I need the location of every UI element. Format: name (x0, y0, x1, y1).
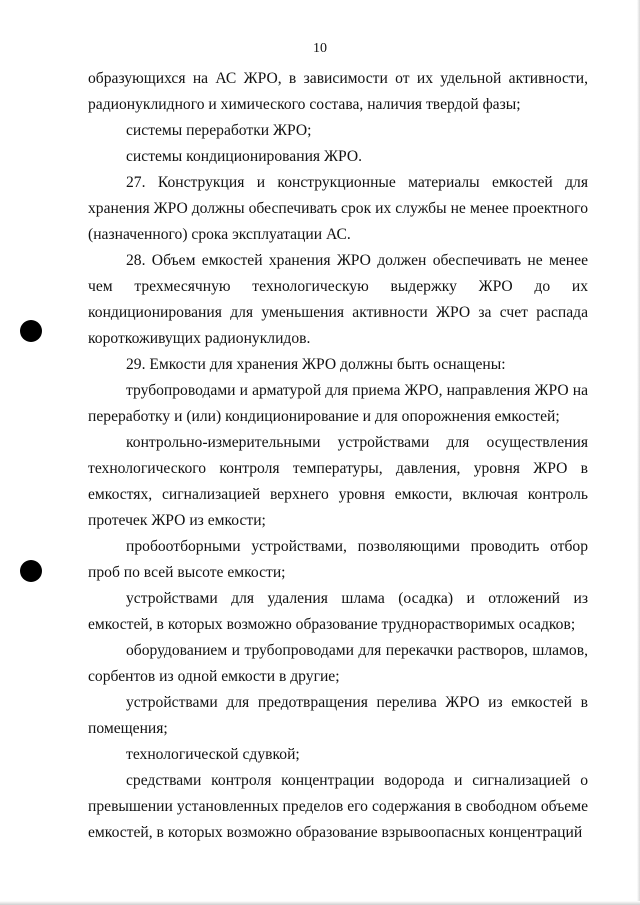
paragraph: 27. Конструкция и конструкционные материалы емкостей для хранения ЖРО должны обеспечивать срок их службы не менее проектного (назначенного) срока эксплуатации АС. (88, 174, 588, 243)
page-number: 10 (313, 41, 327, 56)
list-item: трубопроводами и арматурой для приема ЖРО, направления ЖРО на переработку и (или) кондиционирование и для опорожнения емкостей; (88, 382, 588, 425)
list-item: средствами контроля концентрации водорода и сигнализацией о превышении установленных пределов его содержания в свободном объеме емкостей, в которых возможно образование взрывоопасных концентраций (88, 772, 588, 841)
list-item: оборудованием и трубопроводами для перекачки растворов, шламов, сорбентов из одной емкости в другие; (88, 642, 588, 685)
list-item: контрольно-измерительными устройствами для осуществления технологического контроля температуры, давления, уровня ЖРО в емкостях, сигнализацией верхнего уровня емкости, включая контроль протечек ЖРО из емкости; (88, 434, 588, 529)
list-item: технологической сдувкой; (126, 746, 300, 763)
paragraph: 29. Емкости для хранения ЖРО должны быть оснащены: (126, 356, 506, 373)
punch-hole (20, 320, 42, 342)
paragraph: образующихся на АС ЖРО, в зависимости от их удельной активности, радионуклидного и химического состава, наличия твердой фазы; (88, 70, 588, 113)
punch-hole (20, 560, 42, 582)
paragraph: 28. Объем емкостей хранения ЖРО должен обеспечивать не менее чем трехмесячную технологическую выдержку ЖРО до их кондиционирования для уменьшения активности ЖРО за счет распада короткоживущих радионуклидов. (88, 252, 588, 347)
list-item: пробоотборными устройствами, позволяющими проводить отбор проб по всей высоте емкости; (88, 538, 588, 581)
document-body (88, 66, 588, 846)
list-item: устройствами для предотвращения перелива ЖРО из емкостей в помещения; (88, 694, 588, 737)
paragraph: системы кондиционирования ЖРО. (126, 148, 362, 165)
list-item: устройствами для удаления шлама (осадка) и отложений из емкостей, в которых возможно образование труднорастворимых осадков; (88, 590, 588, 633)
paragraph: системы переработки ЖРО; (126, 122, 312, 139)
page-edge (0, 901, 640, 905)
